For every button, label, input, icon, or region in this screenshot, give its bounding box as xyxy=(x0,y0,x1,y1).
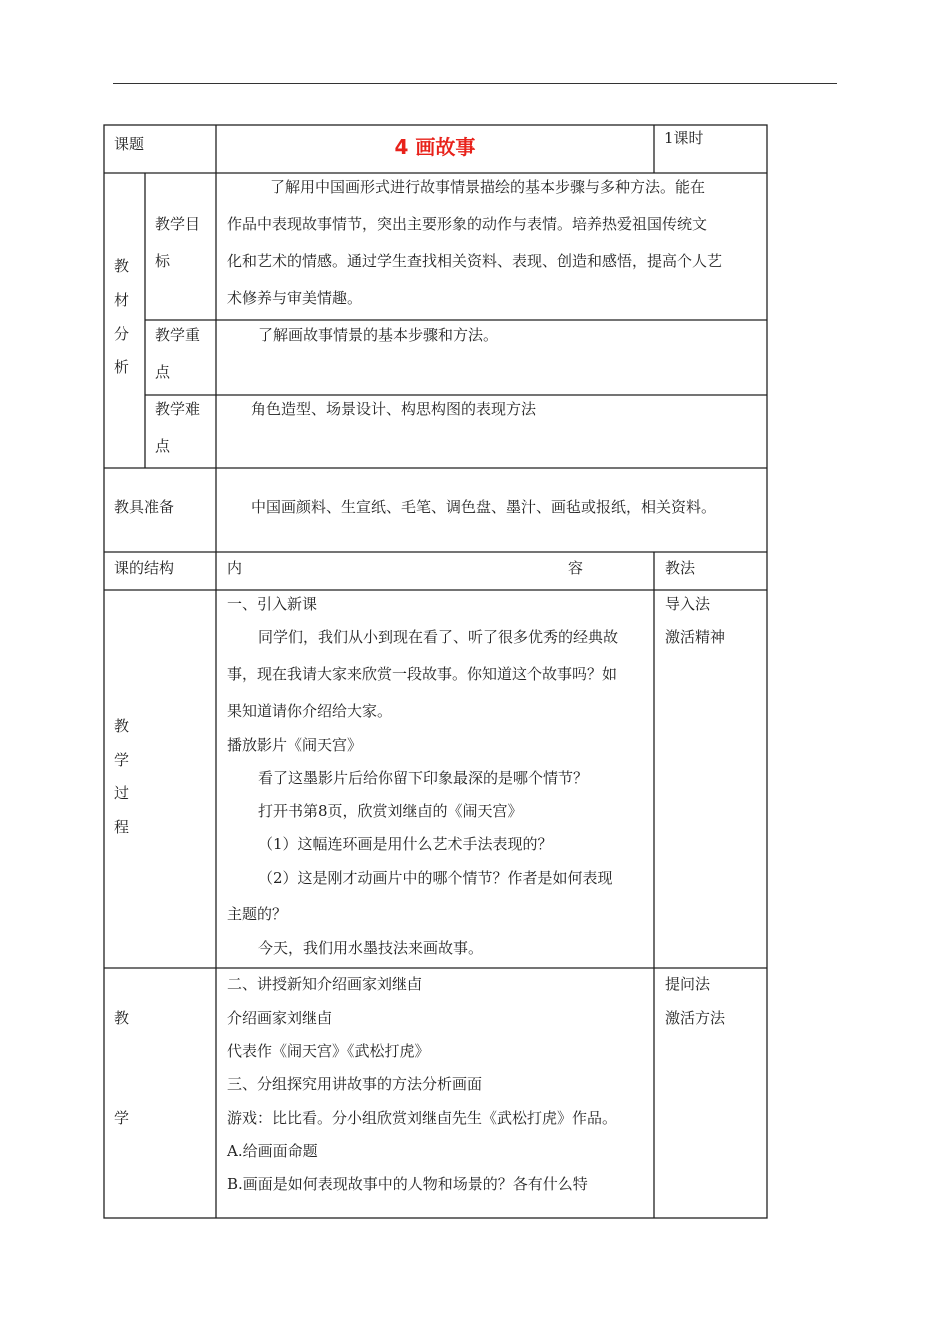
difficulty-label-line: 点 xyxy=(155,437,171,455)
process-line: （1）这幅连环画是用什么艺术手法表现的？ xyxy=(258,835,553,853)
process-line: 看了这墨影片后给你留下印象最深的是哪个情节？ xyxy=(258,769,589,787)
content-header-left: 内 xyxy=(227,559,243,577)
process-line: （2）这是刚才动画片中的哪个情节？作者是如何表现 xyxy=(258,869,613,887)
process2-line: B.画面是如何表现故事中的人物和场景的？各有什么特 xyxy=(227,1175,588,1193)
analysis-section-char: 材 xyxy=(114,291,130,309)
objective-text-line: 术修养与审美情趣。 xyxy=(227,289,363,307)
process-line: 果知道请你介绍给大家。 xyxy=(227,702,393,720)
process-section-char: 过 xyxy=(114,784,130,802)
process-line: 事，现在我请大家来欣赏一段故事。你知道这个故事吗？如 xyxy=(227,665,618,683)
process-line: 同学们，我们从小到现在看了、听了很多优秀的经典故 xyxy=(258,628,619,646)
process2-section-char: 教 xyxy=(114,1009,130,1027)
process-line: 主题的？ xyxy=(227,905,288,923)
process-line: 一、引入新课 xyxy=(227,595,318,613)
method-item: 导入法 xyxy=(665,595,711,613)
process-line: 今天，我们用水墨技法来画故事。 xyxy=(258,939,484,957)
process2-line: 二、讲授新知介绍画家刘继卣 xyxy=(227,975,423,993)
process-section-char: 程 xyxy=(114,818,130,836)
objective-label-line: 教学目 xyxy=(155,215,201,233)
method2-item: 激活方法 xyxy=(665,1009,726,1027)
content-header-right: 容 xyxy=(568,559,584,577)
method-header: 教法 xyxy=(665,559,696,577)
analysis-section-char: 析 xyxy=(114,358,130,376)
process2-line: 介绍画家刘继卣 xyxy=(227,1009,333,1027)
process-section-char: 教 xyxy=(114,717,130,735)
process2-line: A.给画面命题 xyxy=(227,1142,318,1160)
objective-text-line: 了解用中国画形式进行故事情景描绘的基本步骤与多种方法。能在 xyxy=(270,178,706,196)
process2-section-char: 学 xyxy=(114,1109,130,1127)
difficulty-label-line: 教学难 xyxy=(155,400,201,418)
analysis-section-char: 教 xyxy=(114,257,130,275)
process2-line: 游戏：比比看。分小组欣赏刘继卣先生《武松打虎》作品。 xyxy=(227,1109,618,1127)
difficulty-text: 角色造型、场景设计、构思构图的表现方法 xyxy=(251,400,537,418)
class-hours: 1课时 xyxy=(664,129,704,147)
method-item: 激活精神 xyxy=(665,628,726,646)
process2-line: 三、分组探究用讲故事的方法分析画面 xyxy=(227,1075,483,1093)
process2-line: 代表作《闹天宫》《武松打虎》 xyxy=(227,1042,430,1060)
page-title: 4 画故事 xyxy=(394,135,476,159)
objective-text-line: 作品中表现故事情节，突出主要形象的动作与表情。培养热爱祖国传统文 xyxy=(227,215,708,233)
key-point-label-line: 教学重 xyxy=(155,326,201,344)
structure-label: 课的结构 xyxy=(114,559,175,577)
process-line: 打开书第8页，欣赏刘继卣的《闹天宫》 xyxy=(258,802,523,820)
materials-label: 教具准备 xyxy=(114,498,175,516)
analysis-section-char: 分 xyxy=(114,325,130,343)
key-point-text: 了解画故事情景的基本步骤和方法。 xyxy=(258,326,499,344)
lesson-label: 课题 xyxy=(114,135,145,153)
objective-text-line: 化和艺术的情感。通过学生查找相关资料、表现、创造和感悟，提高个人艺 xyxy=(227,252,723,270)
objective-label-line: 标 xyxy=(155,252,171,270)
process-line: 播放影片《闹天宫》 xyxy=(227,736,363,754)
key-point-label-line: 点 xyxy=(155,363,171,381)
process-section-char: 学 xyxy=(114,751,130,769)
method2-item: 提问法 xyxy=(665,975,711,993)
materials-text: 中国画颜料、生宣纸、毛笔、调色盘、墨汁、画毡或报纸，相关资料。 xyxy=(251,498,717,516)
